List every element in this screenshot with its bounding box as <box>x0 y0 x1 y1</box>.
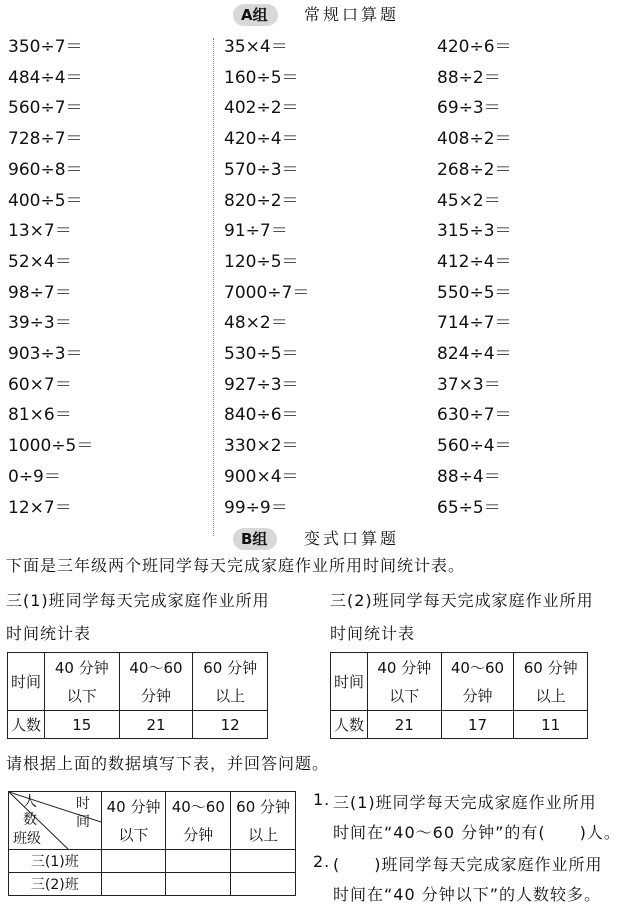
table1-caption-line1: 三(1)班同学每天完成家庭作业所用 <box>6 591 270 610</box>
table3-blank-cell[interactable] <box>231 850 296 873</box>
arithmetic-problem: 484÷4＝ <box>8 67 83 88</box>
table1-caption-line2: 时间统计表 <box>6 624 92 643</box>
arithmetic-problem: 402÷2＝ <box>224 98 299 119</box>
table1-header-2: 40～60 分钟 <box>119 653 193 711</box>
question-1-number: 1. <box>313 790 331 809</box>
table3-corner-time: 时间 <box>76 796 90 830</box>
question-1-line1: 三(1)班同学每天完成家庭作业所用 <box>333 793 597 812</box>
arithmetic-problem: 330×2＝ <box>224 436 299 457</box>
table3-blank-cell[interactable] <box>101 850 166 873</box>
arithmetic-problem: 412÷4＝ <box>437 251 512 272</box>
arithmetic-problem: 48×2＝ <box>224 313 288 334</box>
question-2-line2: 时间在“40 分钟以下”的人数较多。 <box>333 885 602 904</box>
group-a-title: 常规口算题 <box>304 5 400 24</box>
arithmetic-problem: 39÷3＝ <box>8 313 72 334</box>
table1-row-header-people: 人数 <box>8 711 45 739</box>
arithmetic-problem: 530÷5＝ <box>224 344 299 364</box>
arithmetic-problem: 99÷9＝ <box>224 497 288 518</box>
arithmetic-problem: 420÷4＝ <box>224 129 299 150</box>
table1 <box>7 652 268 739</box>
table1-header-1: 40 分钟 以下 <box>45 653 120 711</box>
arithmetic-problem: 13×7＝ <box>8 221 72 242</box>
group-b-title: 变式口算题 <box>304 529 400 548</box>
arithmetic-problem: 37×3＝ <box>437 374 501 395</box>
group-b-header <box>0 528 631 554</box>
table2-row-header-people: 人数 <box>331 711 368 739</box>
arithmetic-problem: 315÷3＝ <box>437 221 512 242</box>
arithmetic-problem: 268÷2＝ <box>437 159 512 180</box>
table2-header-2: 40～60 分钟 <box>441 653 514 711</box>
arithmetic-problem: 824÷4＝ <box>437 344 512 364</box>
group-a-badge: A组 <box>233 4 278 26</box>
arithmetic-problem: 900×4＝ <box>224 466 299 487</box>
arithmetic-problem: 35×4＝ <box>224 37 288 57</box>
arithmetic-problem: 820÷2＝ <box>224 190 299 211</box>
arithmetic-problem: 560÷7＝ <box>8 98 83 119</box>
arithmetic-problem: 550÷5＝ <box>437 282 512 303</box>
table2-header-3: 60 分钟 以上 <box>514 653 588 711</box>
table1-value-2: 21 <box>119 711 193 739</box>
arithmetic-problem: 98÷7＝ <box>8 282 72 303</box>
table3 <box>8 791 296 896</box>
table3-row-label-2: 三(2)班 <box>9 873 102 896</box>
table3-corner-class: 班级 <box>13 831 41 847</box>
arithmetic-problem: 560÷4＝ <box>437 436 512 457</box>
arithmetic-problem: 88÷2＝ <box>437 67 501 88</box>
table2-header-1: 40 分钟 以下 <box>368 653 442 711</box>
table2-row-header-time: 时间 <box>331 653 368 711</box>
table2 <box>330 652 588 739</box>
table1-value-3: 12 <box>193 711 268 739</box>
table1-value-1: 15 <box>45 711 120 739</box>
arithmetic-problem: 91÷7＝ <box>224 221 288 242</box>
question-2-line1: ( )班同学每天完成家庭作业所用 <box>333 855 603 874</box>
arithmetic-problem: 714÷7＝ <box>437 313 512 334</box>
column-divider <box>213 38 214 536</box>
arithmetic-problem: 408÷2＝ <box>437 129 512 150</box>
table3-blank-cell[interactable] <box>231 873 296 896</box>
group-b-badge: B组 <box>233 528 277 550</box>
arithmetic-problem: 400÷5＝ <box>8 190 83 211</box>
arithmetic-problem: 7000÷7＝ <box>224 282 310 303</box>
arithmetic-problem: 927÷3＝ <box>224 374 299 395</box>
table2-caption-line2: 时间统计表 <box>330 624 416 643</box>
arithmetic-problem: 350÷7＝ <box>8 37 83 57</box>
arithmetic-problem: 420÷6＝ <box>437 37 512 57</box>
arithmetic-problem: 0÷9＝ <box>8 466 61 487</box>
table3-header-3: 60 分钟 以上 <box>231 792 296 850</box>
arithmetic-problem: 52×4＝ <box>8 251 72 272</box>
table2-value-2: 17 <box>441 711 514 739</box>
table3-row-label-1: 三(1)班 <box>9 850 102 873</box>
arithmetic-problem: 81×6＝ <box>8 405 72 426</box>
arithmetic-problem: 728÷7＝ <box>8 129 83 150</box>
table1-row-header-time: 时间 <box>8 653 45 711</box>
table2-caption-line1: 三(2)班同学每天完成家庭作业所用 <box>330 591 594 610</box>
table1-header-3: 60 分钟 以上 <box>193 653 268 711</box>
table3-blank-cell[interactable] <box>101 873 166 896</box>
arithmetic-problem: 903÷3＝ <box>8 344 83 364</box>
table3-header-1: 40 分钟 以下 <box>101 792 166 850</box>
arithmetic-problem: 160÷5＝ <box>224 67 299 88</box>
arithmetic-problem: 65÷5＝ <box>437 497 501 518</box>
table3-header-2: 40～60 分钟 <box>166 792 231 850</box>
arithmetic-problem: 1000÷5＝ <box>8 436 94 457</box>
arithmetic-problem: 630÷7＝ <box>437 405 512 426</box>
arithmetic-problem: 960÷8＝ <box>8 159 83 180</box>
table2-value-3: 11 <box>514 711 588 739</box>
arithmetic-problem: 570÷3＝ <box>224 159 299 180</box>
arithmetic-problem: 45×2＝ <box>437 190 501 211</box>
arithmetic-problem: 69÷3＝ <box>437 98 501 119</box>
table3-blank-cell[interactable] <box>166 873 231 896</box>
question-1-line2: 时间在“40～60 分钟”的有( )人。 <box>333 823 621 842</box>
intro-text: 下面是三年级两个班同学每天完成家庭作业所用时间统计表。 <box>6 556 466 575</box>
table3-blank-cell[interactable] <box>166 850 231 873</box>
arithmetic-problem: 12×7＝ <box>8 497 72 518</box>
instruction-text: 请根据上面的数据填写下表，并回答问题。 <box>6 754 330 773</box>
table3-corner <box>9 792 102 850</box>
table2-value-1: 21 <box>368 711 442 739</box>
arithmetic-problem: 120÷5＝ <box>224 251 299 272</box>
arithmetic-problem: 60×7＝ <box>8 374 72 395</box>
arithmetic-problem: 88÷4＝ <box>437 466 501 487</box>
table3-corner-people: 人数 <box>23 794 43 828</box>
question-2-number: 2. <box>313 852 331 871</box>
arithmetic-problem: 840÷6＝ <box>224 405 299 426</box>
group-a-header <box>0 2 631 28</box>
